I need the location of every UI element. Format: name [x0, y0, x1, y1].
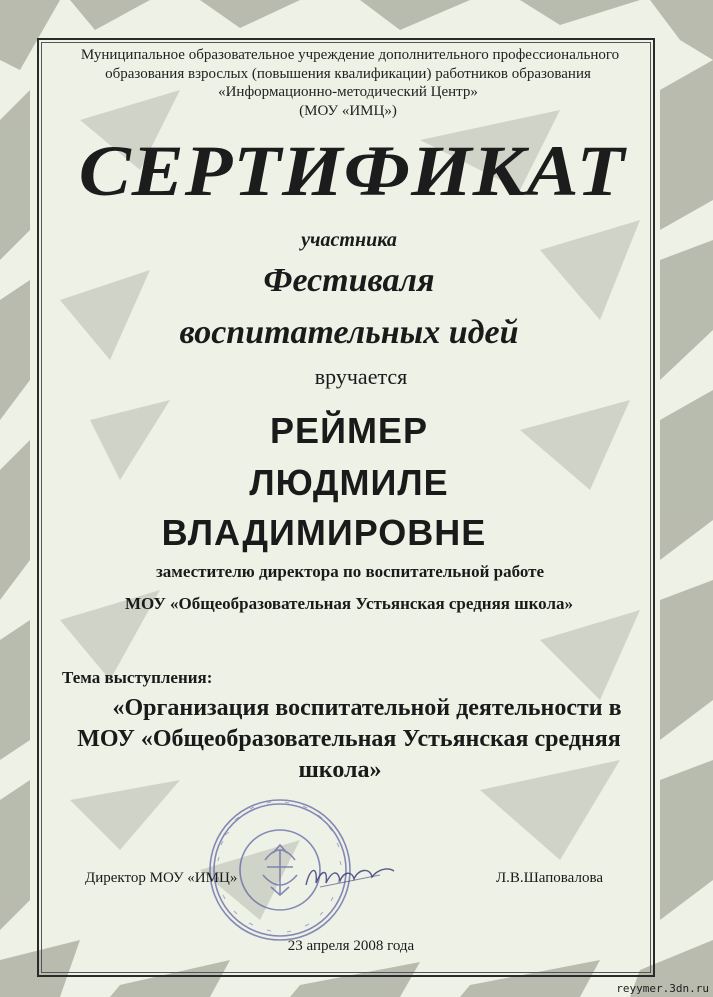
recipient-patronymic: ВЛАДИМИРОВНЕ: [161, 512, 487, 553]
topic-label: Тема выступления:: [62, 668, 213, 687]
topic-line-3: школа»: [298, 757, 382, 783]
participant-label: участника: [301, 229, 397, 251]
issuer-line-4: (МОУ «ИМЦ»): [299, 103, 397, 119]
topic-line-2: МОУ «Общеобразовательная Устьянская средняя: [77, 726, 621, 752]
recipient-organization: МОУ «Общеобразовательная Устьянская средняя школа»: [125, 594, 573, 613]
awarded-label: вручается: [314, 364, 408, 389]
issuer-line-2: образования взрослых (повышения квалификации) работников образования: [105, 66, 591, 82]
recipient-surname: РЕЙМЕР: [270, 410, 428, 451]
signature: [300, 855, 400, 895]
recipient-name: ЛЮДМИЛЕ: [249, 462, 449, 503]
event-line-1: Фестиваля: [263, 262, 435, 299]
certificate-title: СЕРТИФИКАТ: [78, 130, 626, 211]
issuer-line-3: «Информационно-методический Центр»: [218, 84, 478, 100]
signatory-role: Директор МОУ «ИМЦ»: [85, 870, 238, 886]
issuer-line-1: Муниципальное образовательное учреждение дополнительного профессионального: [80, 47, 620, 63]
recipient-position: заместителю директора по воспитательной работе: [155, 562, 545, 581]
event-line-2: воспитательных идей: [179, 314, 519, 351]
watermark-url: reyymer.3dn.ru: [616, 982, 709, 995]
topic-line-1: «Организация воспитательной деятельности в: [112, 695, 622, 721]
issue-date: 23 апреля 2008 года: [287, 938, 415, 954]
signatory-name: Л.В.Шаповалова: [496, 870, 603, 886]
